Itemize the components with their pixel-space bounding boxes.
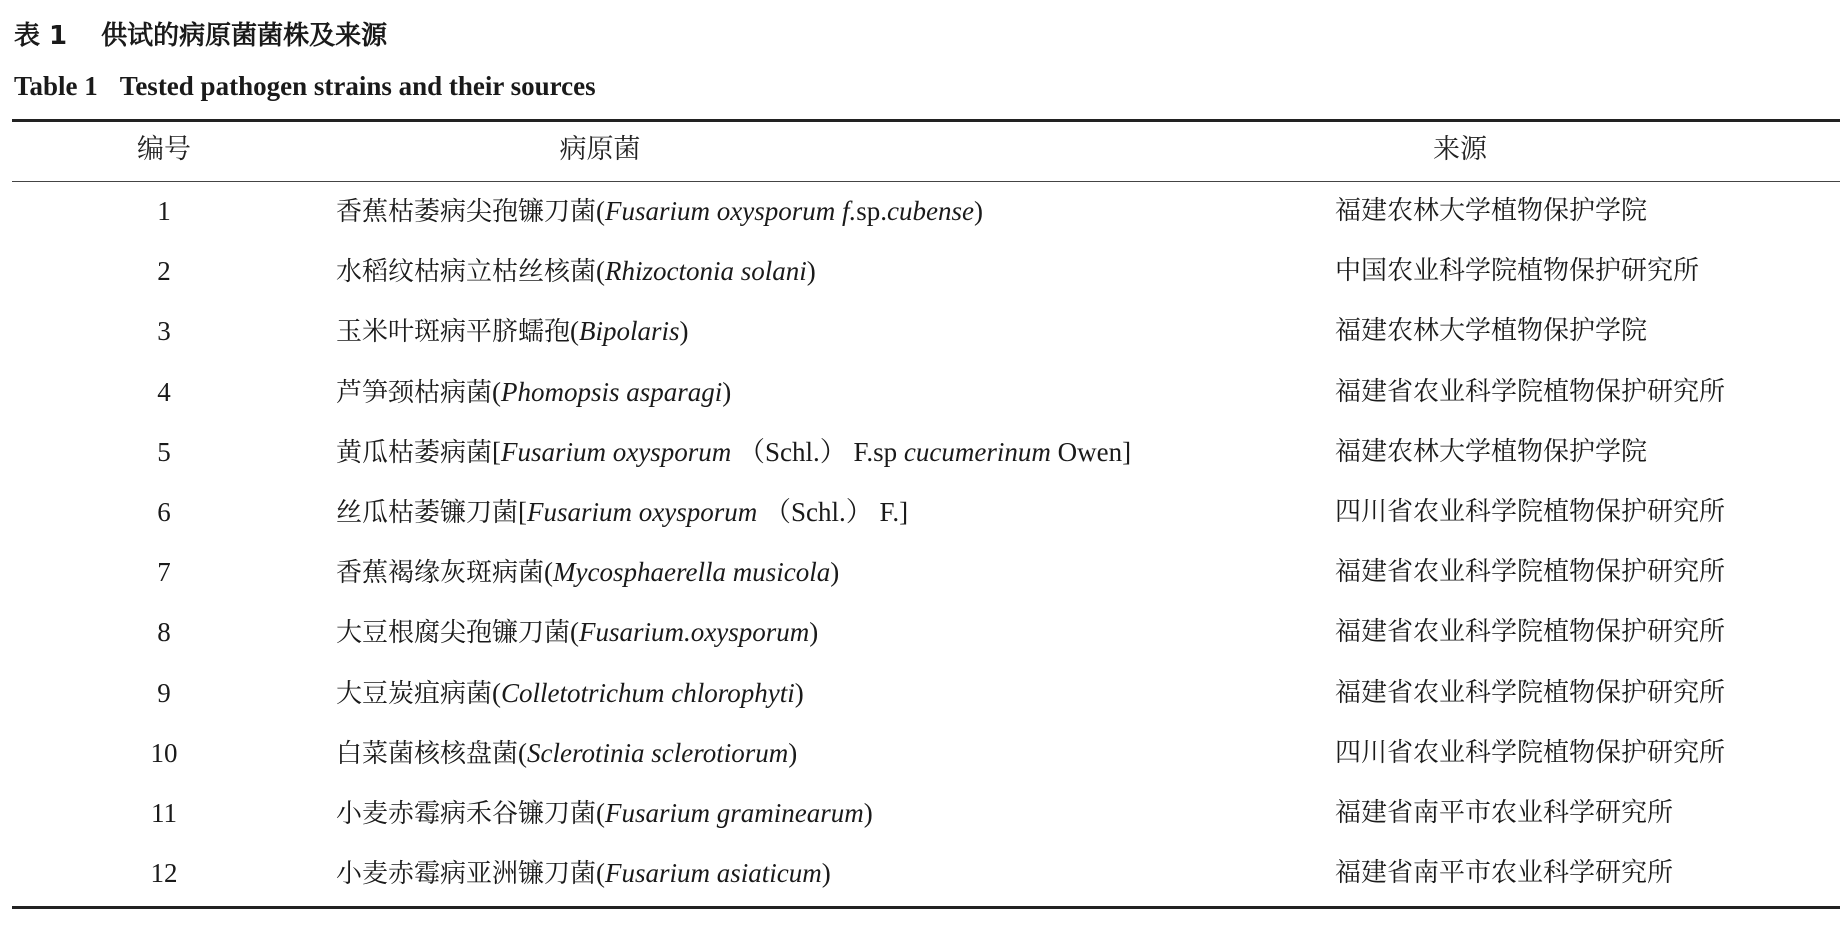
strain-number: 12 (150, 858, 178, 889)
pathogen-chinese-name: 小麦赤霉病禾谷镰刀菌 (336, 799, 597, 829)
pathogen-latin-name: Fusarium oxysporum f. (605, 196, 857, 226)
table-number-chinese: 表 1 (14, 21, 68, 51)
column-header-source: 来源 (1433, 134, 1487, 165)
pathogen-latin-name: Fusarium.oxysporum (579, 617, 810, 648)
pathogen-chinese-name: 玉米叶斑病平脐蠕孢 (336, 317, 571, 348)
pathogen-chinese-name: 白菜菌核核盘菌 (336, 738, 519, 769)
strain-source: 福建省南平市农业科学研究所 (1335, 858, 1674, 889)
pathogen-latin-name: Fusarium oxysporum (527, 497, 758, 527)
strain-source: 福建农林大学植物保护学院 (1335, 436, 1648, 467)
pathogen-name-part: Owen (1050, 436, 1123, 467)
strain-source: 福建农林大学植物保护学院 (1335, 196, 1648, 226)
pathogen-name (336, 671, 804, 715)
pathogen-name-part: ] (899, 497, 909, 527)
column-header-number: 编号 (137, 134, 191, 165)
pathogen-name-part: ) (788, 737, 798, 768)
table-row (0, 671, 1840, 715)
strain-number: 8 (157, 617, 171, 648)
pathogen-chinese-name: 香蕉褐缘灰斑病菌 (336, 558, 545, 589)
pathogen-name (336, 550, 839, 594)
pathogen-latin-name: Rhizoctonia solani (605, 256, 807, 287)
pathogen-name (336, 490, 908, 534)
strain-source: 四川省农业科学院植物保护研究所 (1335, 737, 1726, 768)
table-row (0, 249, 1840, 293)
strain-number: 5 (157, 436, 171, 467)
strain-source: 福建省农业科学院植物保护研究所 (1335, 376, 1726, 407)
strain-number: 1 (157, 196, 171, 226)
pathogen-name-part: ( (492, 677, 502, 708)
strain-number: 11 (151, 798, 177, 828)
table-row (0, 610, 1840, 654)
pathogen-name-part: [ (492, 436, 502, 467)
strain-source: 福建省农业科学院植物保护研究所 (1335, 677, 1726, 708)
pathogen-latin-name: Phomopsis asparagi (501, 376, 723, 407)
pathogen-name-part: ) (830, 557, 840, 588)
strain-number: 6 (157, 497, 171, 527)
pathogen-name-part: ] (1122, 436, 1132, 467)
pathogen-name (336, 249, 816, 293)
pathogen-chinese-name: 水稻纹枯病立枯丝核菌 (336, 257, 597, 288)
pathogen-name-part: ) (679, 316, 689, 347)
strain-source: 福建省农业科学院植物保护研究所 (1335, 617, 1726, 648)
table-row (0, 189, 1840, 233)
pathogen-name-part: ( (570, 617, 580, 648)
table-header-rule (12, 181, 1840, 182)
pathogen-name-part: ( (596, 196, 606, 226)
table-row (0, 791, 1840, 835)
pathogen-latin-name: Bipolaris (579, 316, 680, 347)
pathogen-name-part: ( (596, 798, 606, 828)
pathogen-name (336, 791, 873, 835)
pathogen-latin-name: Fusarium graminearum (605, 798, 864, 828)
pathogen-name-part: ) (974, 196, 983, 226)
pathogen-chinese-name: 丝瓜枯萎镰刀菌 (336, 498, 519, 528)
pathogen-name-part: ) (794, 677, 804, 708)
pathogen-name-part: ) (821, 858, 831, 889)
table-row (0, 851, 1840, 895)
table-row (0, 490, 1840, 534)
pathogen-name-part: ( (596, 858, 606, 889)
pathogen-latin-name: Colletotrichum chlorophyti (501, 677, 795, 708)
pathogen-name-part: ) (806, 256, 816, 287)
pathogen-latin-name: Sclerotinia sclerotiorum (527, 737, 789, 768)
pathogen-latin-name: cubense (887, 196, 974, 226)
pathogen-chinese-name: 大豆根腐尖孢镰刀菌 (336, 618, 571, 649)
strain-source: 福建省农业科学院植物保护研究所 (1335, 557, 1726, 588)
pathogen-name (336, 731, 797, 775)
pathogen-name-part: ) (722, 376, 732, 407)
pathogen-latin-name: Fusarium asiaticum (605, 858, 822, 889)
pathogen-name-part: ) (863, 798, 873, 828)
pathogen-chinese-name: 香蕉枯萎病尖孢镰刀菌 (336, 197, 597, 227)
pathogen-name (336, 430, 1131, 474)
pathogen-latin-name: Mycosphaerella musicola (553, 557, 831, 588)
pathogen-name (336, 309, 689, 353)
table-bottom-rule (12, 906, 1840, 909)
pathogen-name (336, 610, 818, 654)
pathogen-name (336, 189, 983, 233)
table-caption-chinese (14, 16, 387, 56)
table-top-rule (12, 119, 1840, 122)
strain-number: 4 (157, 376, 171, 407)
table-title-chinese: 供试的病原菌菌株及来源 (101, 21, 388, 51)
pathogen-name (336, 851, 831, 895)
pathogen-name-part: （Schl.） F. (757, 497, 900, 527)
table-title-english: Tested pathogen strains and their sources (119, 71, 596, 101)
strain-number: 10 (150, 737, 178, 768)
strain-number: 7 (157, 557, 171, 588)
table-row (0, 370, 1840, 414)
pathogen-chinese-name: 小麦赤霉病亚洲镰刀菌 (336, 859, 597, 890)
pathogen-latin-name: cucumerinum (903, 436, 1051, 467)
pathogen-name (336, 370, 731, 414)
strain-source: 中国农业科学院植物保护研究所 (1335, 256, 1700, 287)
pathogen-name-part: （Schl.） F.sp (731, 436, 904, 467)
table-row (0, 731, 1840, 775)
pathogen-name-part: ) (809, 617, 819, 648)
strain-source: 福建省南平市农业科学研究所 (1335, 798, 1674, 828)
column-header-pathogen: 病原菌 (559, 134, 641, 165)
strain-number: 3 (157, 316, 171, 347)
table-row (0, 309, 1840, 353)
strain-source: 福建农林大学植物保护学院 (1335, 316, 1648, 347)
pathogen-chinese-name: 芦笋颈枯病菌 (336, 377, 493, 408)
strain-number: 2 (157, 256, 171, 287)
pathogen-name-part: [ (518, 497, 528, 527)
pathogen-chinese-name: 大豆炭疽病菌 (336, 678, 493, 709)
pathogen-chinese-name: 黄瓜枯萎病菌 (336, 437, 493, 468)
table-row (0, 550, 1840, 594)
pathogen-name-part: ( (570, 316, 580, 347)
table-row (0, 430, 1840, 474)
pathogen-name-part: sp. (856, 196, 888, 226)
pathogen-name-part: ( (518, 737, 528, 768)
table-caption-english (14, 66, 596, 106)
pathogen-latin-name: Fusarium oxysporum (501, 436, 732, 467)
pathogen-name-part: ( (596, 256, 606, 287)
pathogen-name-part: ( (544, 557, 554, 588)
strain-source: 四川省农业科学院植物保护研究所 (1335, 497, 1726, 527)
pathogen-name-part: ( (492, 376, 502, 407)
table-number-english: Table 1 (14, 71, 98, 101)
strain-number: 9 (157, 677, 171, 708)
